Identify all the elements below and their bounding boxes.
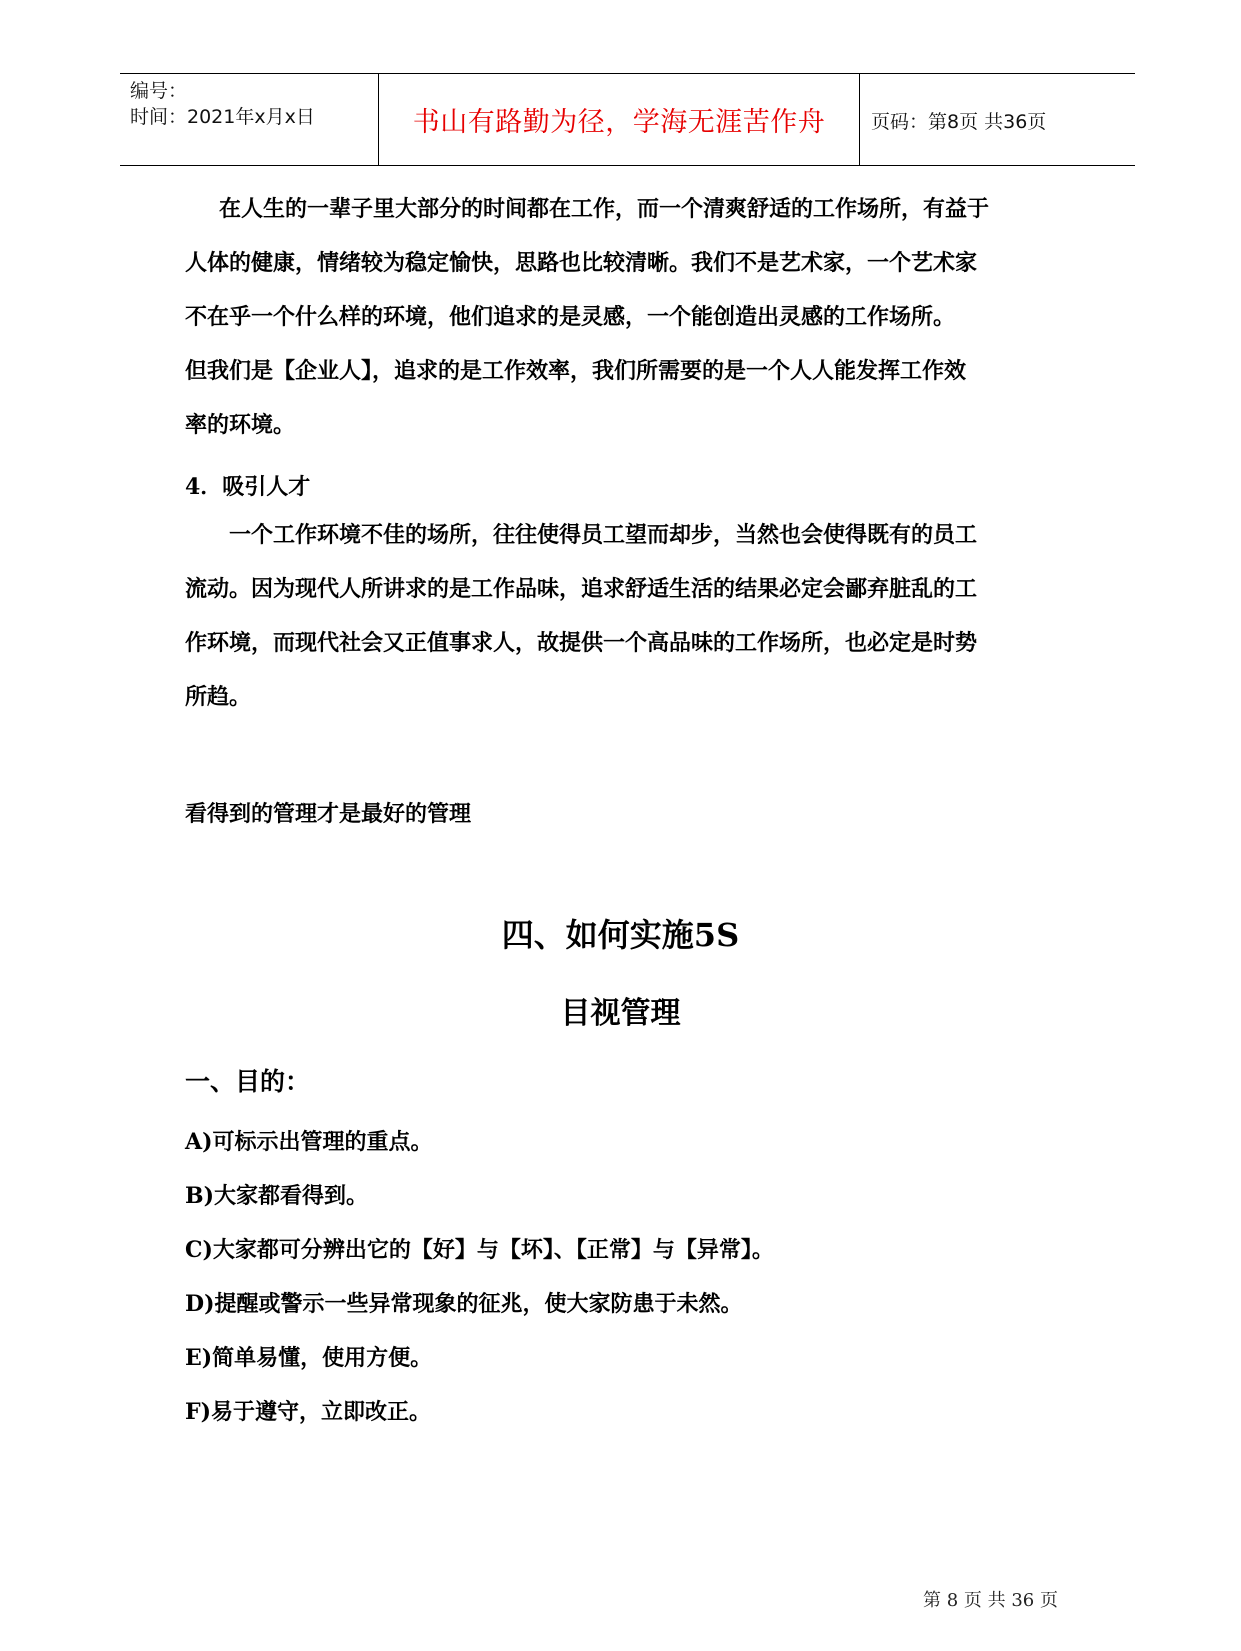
paragraph-line: 在人生的一辈子里大部分的时间都在工作，而一个清爽舒适的工作场所，有益于 [219,196,990,222]
paragraph-line: 流动。因为现代人所讲求的是工作品味，追求舒适生活的结果必定会鄙弃脏乱的工 [185,576,978,602]
header-page-info: 页码：第8页 共36页 [871,111,1047,133]
slogan: 书山有路勤为径，学海无涯苦作舟 [412,107,826,138]
chapter-title: 四、如何实施5S [501,916,740,954]
header-slogan-cell [378,74,860,165]
purpose-item-a: A)可标示出管理的重点。 [185,1129,433,1155]
header-page-cell [859,74,1135,165]
time-label: 时间：2021年x月x日 [130,106,315,128]
purpose-item-d: D)提醒或警示一些异常现象的征兆，使大家防患于未然。 [185,1291,743,1317]
header-meta-cell [120,74,378,165]
serial-label: 编号： [130,80,188,102]
item-4-title: 4．吸引人才 [185,474,311,500]
paragraph-work-environment [185,182,1071,452]
purpose-item-e: E)简单易懂，使用方便。 [185,1345,433,1371]
paragraph-line: 所趋。 [185,684,252,710]
motto: 看得到的管理才是最好的管理 [185,801,472,827]
paragraph-line: 率的环境。 [185,412,296,438]
paragraph-line: 作环境，而现代社会又正值事求人，故提供一个高品味的工作场所，也必定是时势 [185,630,978,656]
subsection-title: 一、目的： [185,1067,311,1096]
paragraph-line: 不在乎一个什么样的环境，他们追求的是灵感，一个能创造出灵感的工作场所。 [185,304,956,330]
purpose-item-b: B)大家都看得到。 [185,1183,369,1209]
document-header [120,73,1135,166]
paragraph-line: 但我们是【企业人】，追求的是工作效率，我们所需要的是一个人人能发挥工作效 [185,358,967,384]
purpose-item-c: C)大家都可分辨出它的【好】与【坏】、【正常】与【异常】。 [185,1237,774,1263]
footer-page-number: 第 8 页 共 36 页 [923,1590,1058,1611]
paragraph-line: 一个工作环境不佳的场所，往往使得员工望而却步，当然也会使得既有的员工 [229,522,978,548]
section-title: 目视管理 [560,996,681,1031]
paragraph-line: 人体的健康，情绪较为稳定愉快，思路也比较清晰。我们不是艺术家，一个艺术家 [185,250,978,276]
purpose-item-f: F)易于遵守，立即改正。 [185,1399,432,1425]
paragraph-attract-talent [185,508,1071,724]
